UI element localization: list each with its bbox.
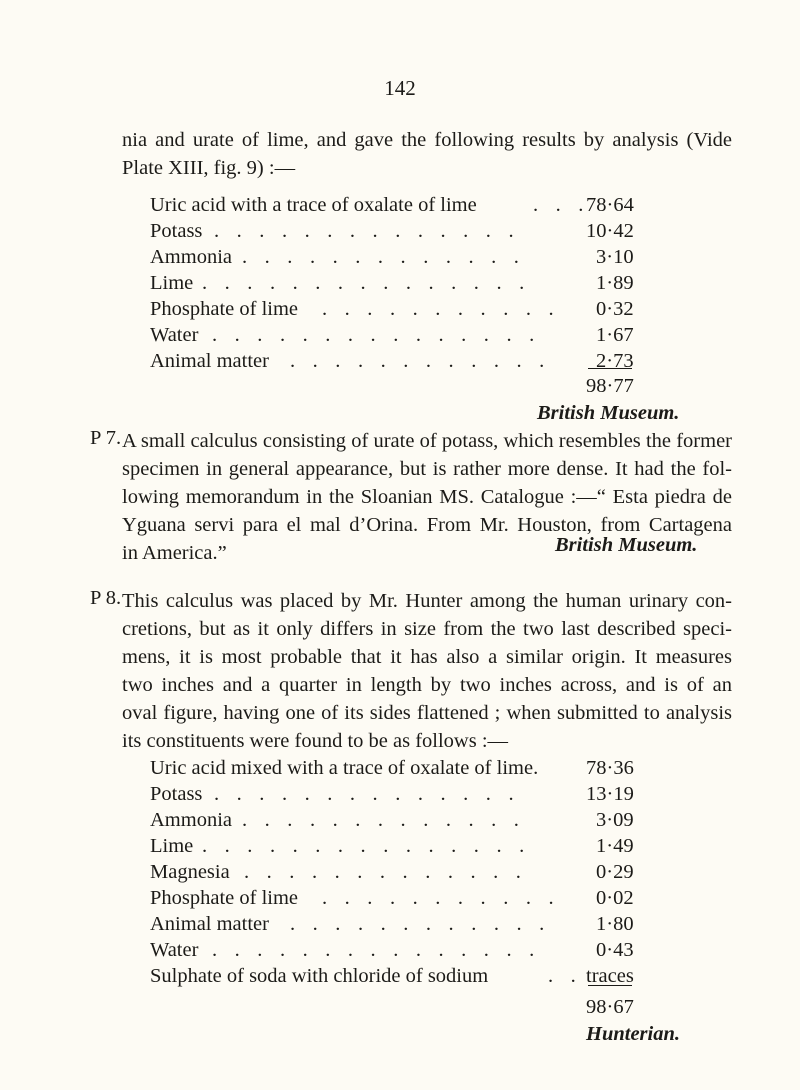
row-value: traces bbox=[586, 965, 634, 987]
table-row bbox=[150, 835, 650, 861]
leader-dots: . . . . . . . . . . . . . . . bbox=[202, 272, 531, 294]
row-label: Magnesia bbox=[150, 861, 230, 883]
leader-dots: . . . . . . . . . . . . . . bbox=[214, 783, 520, 805]
leader-dots: . . bbox=[548, 965, 582, 987]
leader-dots: . . . . . . . . . . . . . bbox=[242, 246, 526, 268]
table-row bbox=[150, 298, 650, 324]
sum-rule bbox=[588, 985, 632, 986]
p8-line: mens, it is most probable that it has also a similar origin. It measures bbox=[122, 646, 732, 668]
intro-line: nia and urate of lime, and gave the following results by analysis (Vide bbox=[122, 129, 732, 151]
intro-paragraph bbox=[122, 126, 732, 182]
row-value: 1·80 bbox=[596, 913, 634, 935]
table-row bbox=[150, 809, 650, 835]
p8-line: oval figure, having one of its sides flattened ; when submitted to analysis bbox=[122, 702, 732, 724]
specimen-marker: P 8. bbox=[90, 587, 122, 609]
source-credit: British Museum. bbox=[555, 534, 698, 556]
row-label: Uric acid mixed with a trace of oxalate of lime. bbox=[150, 757, 539, 779]
total-value: 98·77 bbox=[586, 375, 634, 397]
table-row bbox=[150, 350, 650, 376]
leader-dots: . . . . . . . . . . . . . . . bbox=[212, 939, 541, 961]
table-row bbox=[150, 194, 650, 220]
leader-dots: . . . . . . . . . . . . . bbox=[242, 809, 526, 831]
table-row bbox=[150, 324, 650, 350]
table-row bbox=[150, 965, 650, 991]
row-label: Water bbox=[150, 324, 199, 346]
leader-dots: . . . . . . . . . . . . . . . bbox=[202, 835, 531, 857]
row-value: 1·89 bbox=[596, 272, 634, 294]
row-label: Lime bbox=[150, 835, 194, 857]
row-label: Animal matter bbox=[150, 350, 269, 372]
row-value: 78·36 bbox=[586, 757, 634, 779]
row-value: 1·67 bbox=[596, 324, 634, 346]
row-value: 78·64 bbox=[586, 194, 634, 216]
row-label: Ammonia bbox=[150, 809, 232, 831]
leader-dots: . . . . . . . . . . . bbox=[322, 298, 560, 320]
source-credit: Hunterian. bbox=[586, 1023, 680, 1045]
analysis-table-1 bbox=[150, 194, 650, 384]
total-value: 98·67 bbox=[586, 996, 634, 1018]
analysis-table-2 bbox=[150, 757, 650, 997]
p8-line: its constituents were found to be as follows :— bbox=[122, 730, 509, 752]
row-label: Lime bbox=[150, 272, 194, 294]
row-label: Phosphate of lime bbox=[150, 887, 299, 909]
p7-line: lowing memorandum in the Sloanian MS. Catalogue :—“ Esta piedra de bbox=[122, 486, 732, 508]
p8-paragraph bbox=[122, 587, 732, 755]
p7-line: A small calculus consisting of urate of potass, which resembles the former bbox=[122, 430, 732, 452]
intro-line: Plate XIII, fig. 9) :— bbox=[122, 157, 296, 179]
leader-dots: . . . . . . . . . . . . . . bbox=[214, 220, 520, 242]
table-row bbox=[150, 220, 650, 246]
row-value: 3·09 bbox=[596, 809, 634, 831]
row-label: Ammonia bbox=[150, 246, 232, 268]
p7-line: in America.” bbox=[122, 542, 227, 564]
table-row bbox=[150, 783, 650, 809]
p7-line: Yguana servi para el mal d’Orina. From Mr. Houston, from Cartagena bbox=[122, 514, 732, 536]
row-label: Phosphate of lime bbox=[150, 298, 299, 320]
specimen-marker: P 7. bbox=[90, 427, 122, 449]
row-value: 0·02 bbox=[596, 887, 634, 909]
row-value: 2·73 bbox=[596, 350, 634, 372]
p8-line: This calculus was placed by Mr. Hunter among the human urinary con- bbox=[122, 590, 732, 612]
page-number: 142 bbox=[384, 76, 416, 100]
row-value: 13·19 bbox=[586, 783, 634, 805]
row-value: 3·10 bbox=[596, 246, 634, 268]
p8-line: two inches and a quarter in length by two inches across, and is of an bbox=[122, 674, 732, 696]
row-label: Potass bbox=[150, 783, 203, 805]
table-row bbox=[150, 913, 650, 939]
leader-dots: . . . . . . . . . . . bbox=[322, 887, 560, 909]
leader-dots: . . . bbox=[533, 194, 590, 216]
row-value: 10·42 bbox=[586, 220, 634, 242]
row-value: 1·49 bbox=[596, 835, 634, 857]
row-value: 0·43 bbox=[596, 939, 634, 961]
row-label: Uric acid with a trace of oxalate of lime bbox=[150, 194, 477, 216]
table-row bbox=[150, 246, 650, 272]
table-row bbox=[150, 939, 650, 965]
row-label: Sulphate of soda with chloride of sodium bbox=[150, 965, 489, 987]
table-row bbox=[150, 861, 650, 887]
row-label: Animal matter bbox=[150, 913, 269, 935]
p8-line: cretions, but as it only differs in size from the two last described speci- bbox=[122, 618, 732, 640]
leader-dots: . . . . . . . . . . . . . . . bbox=[212, 324, 541, 346]
table-row bbox=[150, 757, 650, 783]
source-credit: British Museum. bbox=[537, 402, 680, 424]
sum-rule bbox=[588, 368, 632, 369]
row-value: 0·32 bbox=[596, 298, 634, 320]
p7-line: specimen in general appearance, but is rather more dense. It had the fol- bbox=[122, 458, 732, 480]
row-value: 0·29 bbox=[596, 861, 634, 883]
table-row bbox=[150, 887, 650, 913]
leader-dots: . . . . . . . . . . . . bbox=[290, 350, 551, 372]
table-row bbox=[150, 272, 650, 298]
leader-dots: . . . . . . . . . . . . . bbox=[244, 861, 528, 883]
row-label: Water bbox=[150, 939, 199, 961]
row-label: Potass bbox=[150, 220, 203, 242]
leader-dots: . . . . . . . . . . . . bbox=[290, 913, 551, 935]
